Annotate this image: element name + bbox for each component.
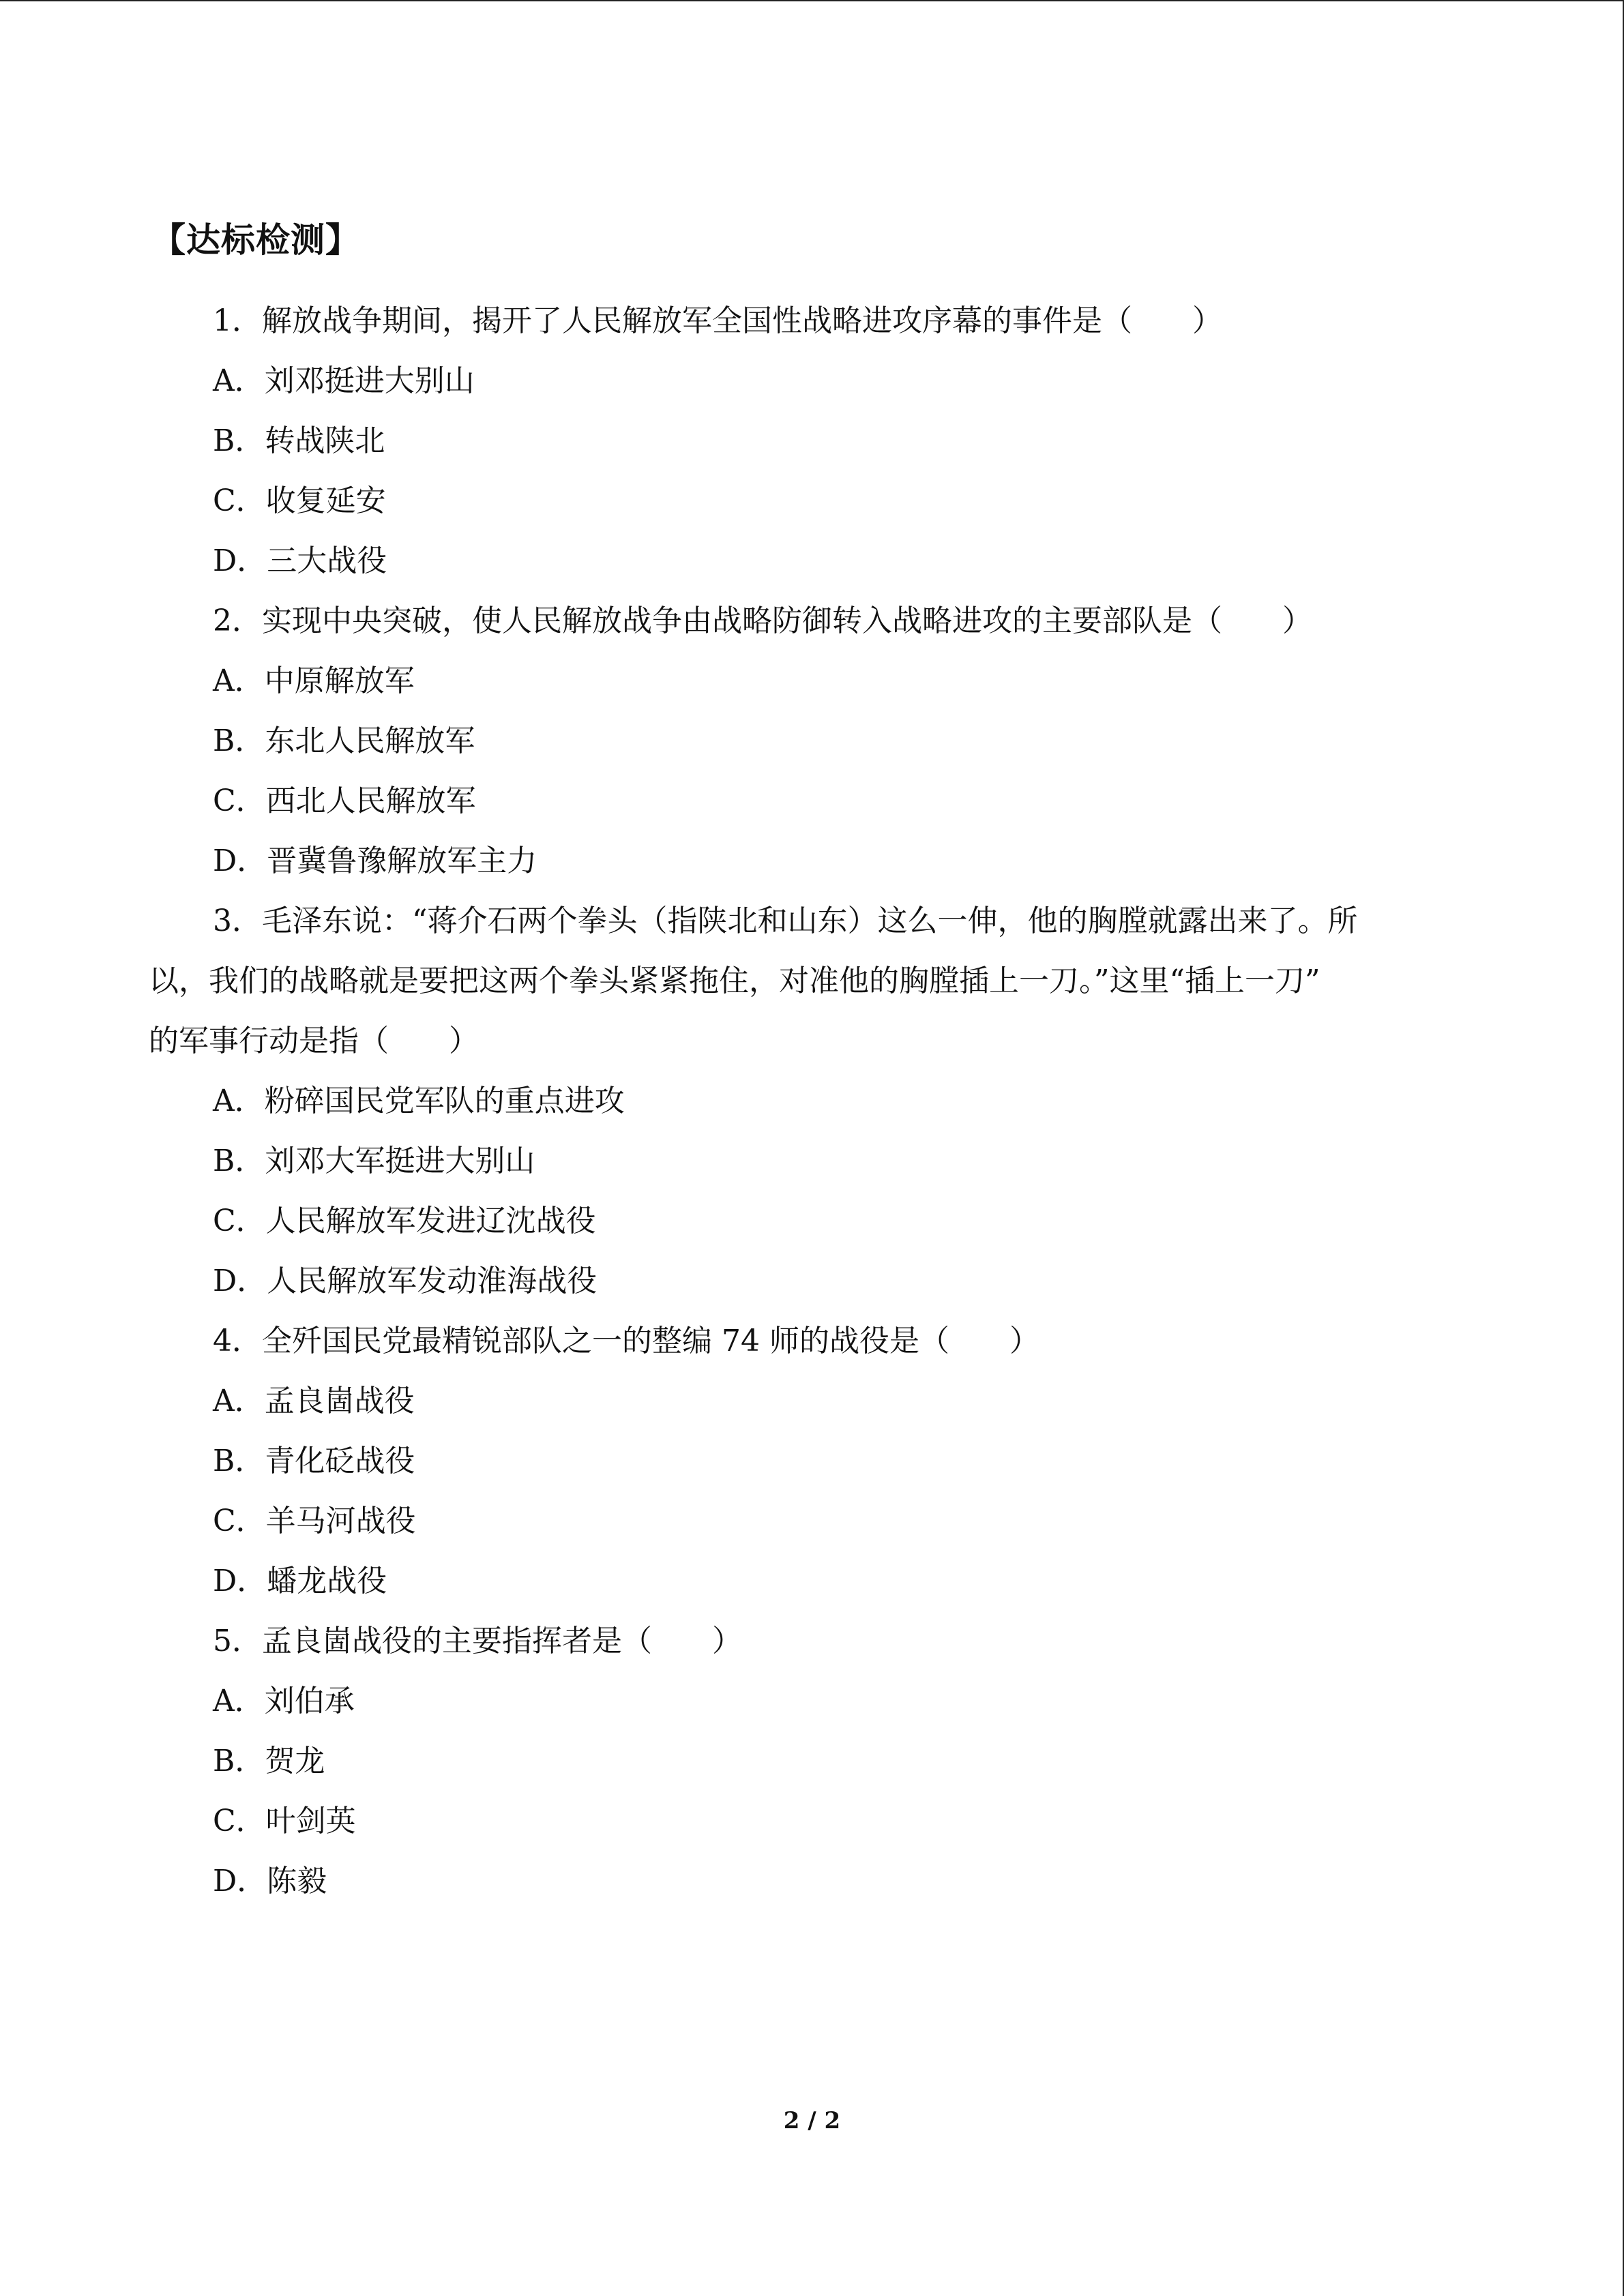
option-c: C．叶剑英 (213, 1804, 356, 1838)
option-d: D．三大战役 (213, 543, 387, 578)
option-a: A．粉碎国民党军队的重点进攻 (213, 1084, 625, 1118)
option-a: A．中原解放军 (213, 664, 415, 698)
option-c: C．人民解放军发进辽沈战役 (213, 1204, 596, 1238)
question-4 (149, 1311, 1486, 1611)
question-2 (149, 591, 1486, 891)
question-stem-continued: 的军事行动是指（ ） (149, 1024, 479, 1058)
option-a: A．刘伯承 (213, 1684, 355, 1718)
option-c: C．西北人民解放军 (213, 784, 476, 818)
option-d: D．人民解放军发动淮海战役 (213, 1264, 597, 1298)
question-stem: 2．实现中央突破，使人民解放战争由战略防御转入战略进攻的主要部队是（ ） (213, 603, 1312, 638)
question-stem: 5．孟良崮战役的主要指挥者是（ ） (213, 1624, 742, 1658)
option-a: A．孟良崮战役 (213, 1384, 415, 1418)
option-c: C．收复延安 (213, 483, 386, 518)
section-title: 【达标检测】 (151, 220, 360, 260)
question-3 (149, 891, 1486, 1311)
option-a: A．刘邓挺进大别山 (213, 363, 475, 398)
option-d: D．蟠龙战役 (213, 1564, 387, 1598)
option-b: B．青化砭战役 (213, 1444, 415, 1478)
option-d: D．陈毅 (213, 1864, 327, 1898)
option-b: B．贺龙 (213, 1744, 325, 1778)
question-1 (149, 291, 1486, 591)
option-d: D．晋冀鲁豫解放军主力 (213, 844, 537, 878)
option-b: B．转战陕北 (213, 423, 385, 458)
question-stem-continued: 以，我们的战略就是要把这两个拳头紧紧拖住，对准他的胸膛插上一刀。”这里“插上一刀” (149, 964, 1320, 998)
question-5 (149, 1611, 1486, 1911)
question-stem: 1．解放战争期间，揭开了人民解放军全国性战略进攻序幕的事件是（ ） (213, 303, 1222, 338)
option-b: B．刘邓大军挺进大别山 (213, 1144, 535, 1178)
page-number: 2 / 2 (783, 2107, 841, 2134)
option-c: C．羊马河战役 (213, 1504, 416, 1538)
question-stem: 4．全歼国民党最精锐部队之一的整编 74 师的战役是（ ） (213, 1324, 1039, 1358)
question-list (149, 291, 1486, 1911)
option-b: B．东北人民解放军 (213, 724, 475, 758)
question-stem: 3．毛泽东说：“蒋介石两个拳头（指陕北和山东）这么一伸，他的胸膛就露出来了。所 (213, 904, 1358, 938)
